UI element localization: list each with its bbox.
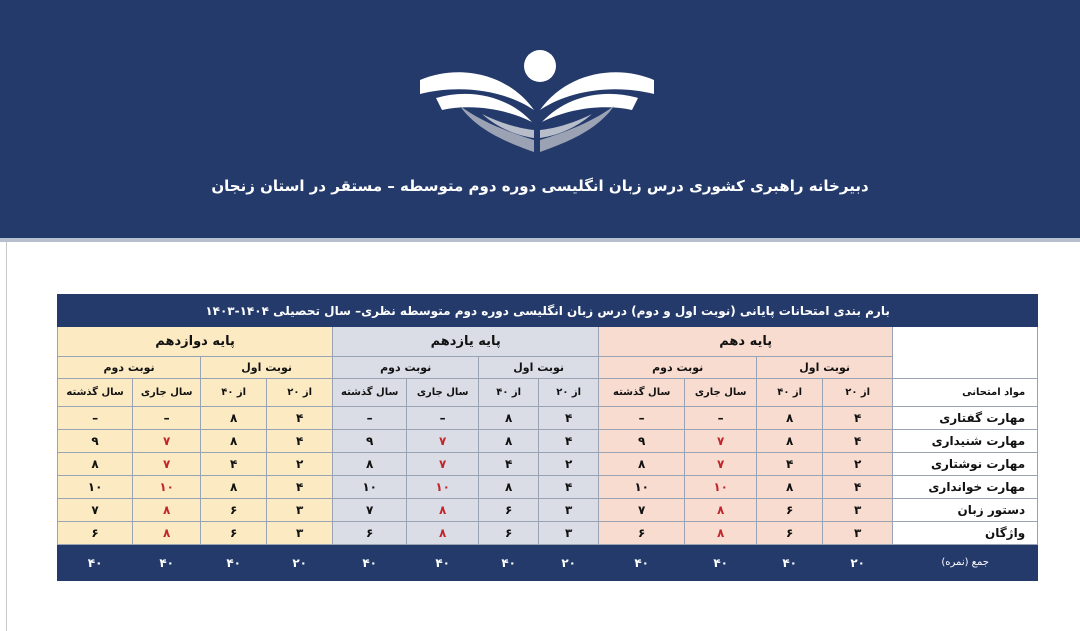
score-cell: ۸ [407,522,479,545]
total-cell: ۲۰ [823,545,893,581]
header-subtitle: دبیرخانه راهبری کشوری درس زبان انگلیسی دوره دوم متوسطه – مستقر در استان زنجان [211,177,869,195]
col-header: از ۴۰ [757,379,823,407]
score-cell: ۸ [201,407,267,430]
total-cell: ۴۰ [407,545,479,581]
score-cell: ۴ [823,430,893,453]
total-cell: ۴۰ [757,545,823,581]
score-cell: ۶ [333,522,407,545]
col-header: سال جاری [685,379,757,407]
g10-turn-first: نوبت اول [757,357,893,379]
score-cell: ۳ [539,522,599,545]
score-cell: ۸ [479,407,539,430]
score-cell: ۱۰ [599,476,685,499]
table-row [58,453,1038,476]
col-header: از ۲۰ [823,379,893,407]
header-banner [0,0,1080,238]
score-cell: ۴ [823,407,893,430]
table-row [58,499,1038,522]
exam-score-table [57,294,1038,581]
score-cell: ۹ [58,430,133,453]
score-cell: ۴ [201,453,267,476]
exam-score-table-container [57,294,1037,603]
score-cell: ۶ [201,499,267,522]
score-cell: ۶ [201,522,267,545]
score-cell: ۴ [539,476,599,499]
score-cell: ۱۰ [58,476,133,499]
score-cell: ۸ [685,522,757,545]
table-row [58,407,1038,430]
score-cell: ۸ [407,499,479,522]
score-cell: ۸ [133,522,201,545]
score-cell: – [599,407,685,430]
g11-turn-second: نوبت دوم [333,357,479,379]
score-cell: ۶ [757,499,823,522]
score-cell: ۹ [599,430,685,453]
table-row [58,430,1038,453]
score-cell: ۶ [479,499,539,522]
header-divider [0,238,1080,242]
book-hands-logo-icon [412,44,662,156]
table-title: بارم بندی امتحانات پایانی (نوبت اول و دوم) درس زبان انگلیسی دوره دوم متوسطه نظری– سال تحصیلی ۱۴۰۴-۱۴۰۳ [58,295,1038,327]
score-cell: ۷ [407,453,479,476]
subject-cell: مهارت گفتاری [893,407,1038,430]
score-cell: ۸ [201,476,267,499]
score-cell: ۴ [823,476,893,499]
score-cell: – [407,407,479,430]
col-header: سال گذشته [599,379,685,407]
subject-cell: مهارت نوشتاری [893,453,1038,476]
score-cell: ۶ [757,522,823,545]
score-cell: ۳ [539,499,599,522]
total-cell: ۲۰ [539,545,599,581]
score-cell: ۱۰ [685,476,757,499]
subject-cell: مهارت خوانداری [893,476,1038,499]
score-cell: ۸ [201,430,267,453]
col-header: سال گذشته [333,379,407,407]
page-left-rule [6,242,7,631]
score-cell: ۸ [757,476,823,499]
total-cell: ۴۰ [58,545,133,581]
score-cell: ۸ [479,430,539,453]
g12-turn-second: نوبت دوم [58,357,201,379]
score-cell: ۷ [133,453,201,476]
total-cell: ۴۰ [685,545,757,581]
total-cell: ۴۰ [333,545,407,581]
table-row [58,476,1038,499]
score-cell: ۴ [539,407,599,430]
score-cell: ۱۰ [333,476,407,499]
grade-12-header: پایه دوازدهم [58,327,333,357]
score-cell: ۸ [133,499,201,522]
col-header: از ۲۰ [539,379,599,407]
total-cell: ۲۰ [267,545,333,581]
score-cell: ۸ [479,476,539,499]
col-header: سال جاری [133,379,201,407]
score-cell: – [133,407,201,430]
score-cell: ۴ [267,407,333,430]
subject-cell: مهارت شنیداری [893,430,1038,453]
subject-cell: دستور زبان [893,499,1038,522]
grade-header-row [58,327,1038,357]
score-cell: ۷ [333,499,407,522]
col-header: سال گذشته [58,379,133,407]
col-header: سال جاری [407,379,479,407]
score-cell: ۷ [685,453,757,476]
score-cell: ۸ [685,499,757,522]
turn-header-row [58,357,1038,379]
col-header: از ۲۰ [267,379,333,407]
grade-10-header: پایه دهم [599,327,893,357]
score-cell: ۸ [757,407,823,430]
subject-cell: واژگان [893,522,1038,545]
score-cell: ۳ [267,499,333,522]
score-cell: ۳ [823,499,893,522]
score-cell: ۹ [333,430,407,453]
score-cell: ۴ [479,453,539,476]
score-cell: ۷ [685,430,757,453]
score-cell: ۷ [407,430,479,453]
col-header: از ۴۰ [201,379,267,407]
total-cell: ۴۰ [599,545,685,581]
score-cell: ۷ [58,499,133,522]
table-title-row [58,295,1038,327]
score-cell: ۴ [757,453,823,476]
score-cell: ۴ [539,430,599,453]
score-cell: ۷ [133,430,201,453]
score-cell: ۸ [333,453,407,476]
score-cell: ۶ [58,522,133,545]
g10-turn-second: نوبت دوم [599,357,757,379]
total-cell: ۴۰ [201,545,267,581]
score-cell: – [333,407,407,430]
score-cell: – [685,407,757,430]
score-cell: ۴ [267,476,333,499]
score-cell: ۳ [267,522,333,545]
score-cell: – [58,407,133,430]
grade-11-header: پایه یازدهم [333,327,599,357]
table-row [58,522,1038,545]
score-cell: ۸ [757,430,823,453]
score-cell: ۱۰ [133,476,201,499]
col-header: از ۴۰ [479,379,539,407]
score-cell: ۶ [599,522,685,545]
score-cell: ۳ [823,522,893,545]
g12-turn-first: نوبت اول [201,357,333,379]
score-cell: ۷ [599,499,685,522]
score-cell: ۸ [58,453,133,476]
total-label: جمع (نمره) [893,545,1038,581]
score-cell: ۲ [267,453,333,476]
score-cell: ۲ [539,453,599,476]
score-cell: ۸ [599,453,685,476]
score-cell: ۴ [267,430,333,453]
score-cell: ۱۰ [407,476,479,499]
total-row [58,545,1038,581]
score-cell: ۶ [479,522,539,545]
corner-cell [893,327,1038,379]
subjects-header: مواد امتحانی [893,379,1038,407]
total-cell: ۴۰ [133,545,201,581]
column-header-row [58,379,1038,407]
g11-turn-first: نوبت اول [479,357,599,379]
score-cell: ۲ [823,453,893,476]
total-cell: ۴۰ [479,545,539,581]
